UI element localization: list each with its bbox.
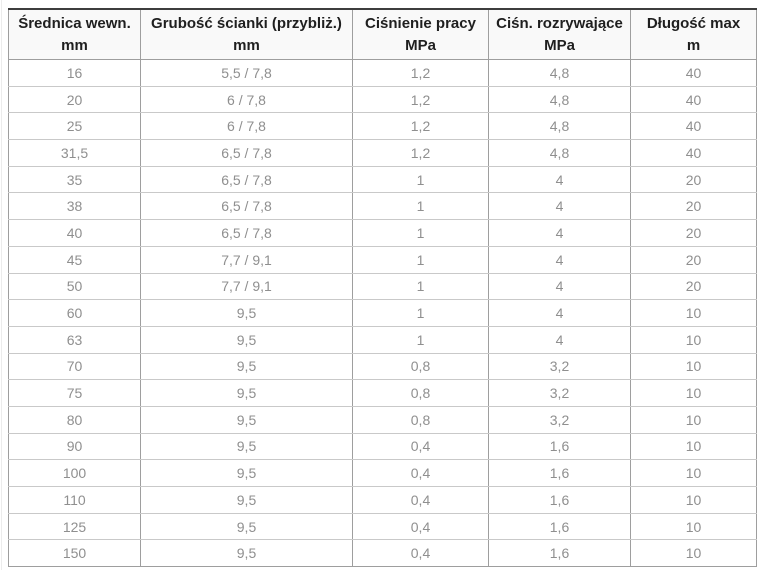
column-header-label: Ciśn. rozrywające — [496, 14, 623, 32]
table-row — [9, 246, 757, 273]
table-cell: 9,5 — [141, 460, 353, 487]
table-cell: 75 — [9, 380, 141, 407]
table-row — [9, 353, 757, 380]
table-row — [9, 380, 757, 407]
table-cell: 3,2 — [489, 406, 631, 433]
table-cell: 40 — [631, 86, 757, 113]
table-row — [9, 86, 757, 113]
table-cell: 1 — [353, 193, 489, 220]
table-cell: 38 — [9, 193, 141, 220]
table-cell: 70 — [9, 353, 141, 380]
table-cell: 0,4 — [353, 460, 489, 487]
table-cell: 6,5 / 7,8 — [141, 193, 353, 220]
column-header-2 — [141, 9, 353, 60]
table-cell: 9,5 — [141, 433, 353, 460]
table-cell: 10 — [631, 406, 757, 433]
table-cell: 0,8 — [353, 353, 489, 380]
table-cell: 3,2 — [489, 380, 631, 407]
table-cell: 4 — [489, 300, 631, 327]
table-row — [9, 113, 757, 140]
column-header-3 — [353, 9, 489, 60]
column-header-4 — [489, 9, 631, 60]
table-cell: 63 — [9, 326, 141, 353]
table-cell: 150 — [9, 540, 141, 567]
table-cell: 9,5 — [141, 513, 353, 540]
table-cell: 5,5 / 7,8 — [141, 60, 353, 87]
table-cell: 20 — [631, 193, 757, 220]
table-cell: 6 / 7,8 — [141, 86, 353, 113]
table-cell: 4,8 — [489, 140, 631, 167]
table-body — [9, 60, 757, 567]
column-header-unit: MPa — [405, 36, 436, 54]
table-cell: 6,5 / 7,8 — [141, 140, 353, 167]
table-cell: 6,5 / 7,8 — [141, 220, 353, 247]
table-cell: 25 — [9, 113, 141, 140]
table-cell: 7,7 / 9,1 — [141, 246, 353, 273]
table-cell: 20 — [631, 220, 757, 247]
table-cell: 20 — [9, 86, 141, 113]
table-cell: 16 — [9, 60, 141, 87]
table-cell: 0,8 — [353, 380, 489, 407]
table-cell: 4 — [489, 273, 631, 300]
table-row — [9, 460, 757, 487]
table-cell: 40 — [631, 140, 757, 167]
table-cell: 50 — [9, 273, 141, 300]
table-cell: 0,4 — [353, 540, 489, 567]
table-cell: 9,5 — [141, 300, 353, 327]
table-row — [9, 300, 757, 327]
column-header-1 — [9, 9, 141, 60]
table-cell: 45 — [9, 246, 141, 273]
table-cell: 31,5 — [9, 140, 141, 167]
table-row — [9, 60, 757, 87]
table-cell: 10 — [631, 540, 757, 567]
table-row — [9, 193, 757, 220]
column-header-5 — [631, 9, 757, 60]
table-cell: 4 — [489, 326, 631, 353]
table-cell: 6,5 / 7,8 — [141, 166, 353, 193]
table-cell: 6 / 7,8 — [141, 113, 353, 140]
table-cell: 1,6 — [489, 540, 631, 567]
table-cell: 10 — [631, 380, 757, 407]
column-header-unit: mm — [233, 36, 260, 54]
table-cell: 10 — [631, 487, 757, 514]
table-row — [9, 326, 757, 353]
table-cell: 9,5 — [141, 326, 353, 353]
column-header-unit: MPa — [544, 36, 575, 54]
column-header-unit: mm — [61, 36, 88, 54]
table-cell: 90 — [9, 433, 141, 460]
table-cell: 4 — [489, 246, 631, 273]
table-cell: 1,6 — [489, 460, 631, 487]
column-header-unit: m — [686, 36, 701, 54]
table-cell: 0,8 — [353, 406, 489, 433]
table-cell: 1,2 — [353, 140, 489, 167]
table-row — [9, 220, 757, 247]
table-cell: 4 — [489, 166, 631, 193]
header-row — [9, 9, 757, 60]
column-header-label: Grubość ścianki (przybliż.) — [151, 14, 342, 32]
table-cell: 10 — [631, 513, 757, 540]
table-cell: 1,2 — [353, 86, 489, 113]
table-cell: 1,2 — [353, 113, 489, 140]
table-cell: 9,5 — [141, 380, 353, 407]
table-cell: 20 — [631, 166, 757, 193]
table-header — [9, 9, 757, 60]
table-cell: 10 — [631, 353, 757, 380]
table-cell: 1,2 — [353, 60, 489, 87]
table-cell: 20 — [631, 273, 757, 300]
table-cell: 1 — [353, 246, 489, 273]
table-cell: 40 — [631, 113, 757, 140]
table-cell: 4,8 — [489, 113, 631, 140]
table-cell: 9,5 — [141, 540, 353, 567]
table-cell: 0,4 — [353, 487, 489, 514]
hose-spec-table — [8, 8, 757, 567]
table-cell: 1,6 — [489, 487, 631, 514]
table-row — [9, 433, 757, 460]
table-cell: 1,6 — [489, 513, 631, 540]
table-cell: 0,4 — [353, 433, 489, 460]
column-header-label: Długość max — [646, 14, 741, 32]
table-cell: 125 — [9, 513, 141, 540]
table-cell: 1 — [353, 300, 489, 327]
table-row — [9, 540, 757, 567]
table-cell: 100 — [9, 460, 141, 487]
table-cell: 80 — [9, 406, 141, 433]
table-cell: 40 — [631, 60, 757, 87]
table-cell: 4 — [489, 220, 631, 247]
table-row — [9, 487, 757, 514]
table-row — [9, 406, 757, 433]
table-cell: 60 — [9, 300, 141, 327]
table-cell: 110 — [9, 487, 141, 514]
table-cell: 40 — [9, 220, 141, 247]
table-cell: 4 — [489, 193, 631, 220]
table-cell: 10 — [631, 460, 757, 487]
table-row — [9, 140, 757, 167]
column-header-label: Średnica wewn. — [18, 14, 131, 32]
table-row — [9, 166, 757, 193]
container-left-edge — [1, 0, 2, 570]
table-cell: 1,6 — [489, 433, 631, 460]
table-cell: 10 — [631, 300, 757, 327]
table-cell: 10 — [631, 433, 757, 460]
table-cell: 4,8 — [489, 86, 631, 113]
table-cell: 1 — [353, 326, 489, 353]
table-cell: 9,5 — [141, 353, 353, 380]
table-cell: 9,5 — [141, 406, 353, 433]
table-row — [9, 273, 757, 300]
table-row — [9, 513, 757, 540]
table-cell: 1 — [353, 273, 489, 300]
table-cell: 9,5 — [141, 487, 353, 514]
table-cell: 20 — [631, 246, 757, 273]
table-cell: 7,7 / 9,1 — [141, 273, 353, 300]
table-cell: 1 — [353, 166, 489, 193]
table-cell: 35 — [9, 166, 141, 193]
table-cell: 10 — [631, 326, 757, 353]
table-cell: 4,8 — [489, 60, 631, 87]
table-cell: 1 — [353, 220, 489, 247]
table-cell: 0,4 — [353, 513, 489, 540]
column-header-label: Ciśnienie pracy — [365, 14, 476, 32]
table-cell: 3,2 — [489, 353, 631, 380]
